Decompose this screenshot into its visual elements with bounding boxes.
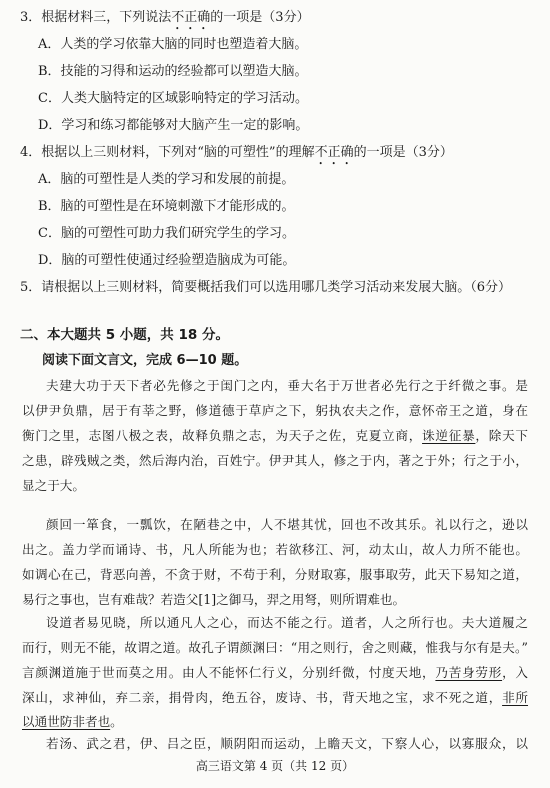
question-4-stem-tail: 的一项是（3分） (353, 145, 453, 160)
passage-p2-line-1: 颜回一箪食，一瓢饮，在陋巷之中，人不堪其忧，回也不改其乐。礼以行之，逊以 (46, 517, 528, 532)
question-4-stem-text: 4．根据以上三则材料，下列对“脑的可塑性”的理解 (20, 145, 315, 160)
passage-p3-line-4 (22, 689, 528, 707)
passage-p3-line-1: 设道者易见晓，所以通凡人之心，而达不能之行。道者，人之所行也。夫大道履之 (46, 615, 528, 630)
question-4-option-b: B．脑的可塑性是在环境刺激下才能形成的。 (38, 199, 295, 214)
question-3-stem (20, 9, 310, 33)
passage-p3-line-3 (22, 664, 528, 682)
passage-p3-line-2: 而行，则无不能，故谓之道。故孔子谓颜渊曰：“用之则行，舍之则藏，惟我与尔有是夫。” (22, 640, 528, 655)
underlined-phrase-3-start: 非所 (502, 690, 529, 705)
page-footer: 高三语文第 4 页（共 12 页） (195, 759, 355, 773)
passage-p3-line-3-a: 言颜渊道施于世而莫之用。由人不能怀仁行义，分别纤微，忖度天地， (22, 665, 436, 680)
underlined-phrase-3-end: 以通世防非者也 (22, 714, 111, 729)
section-2-instruction: 阅读下面文言文，完成 6—10 题。 (42, 353, 248, 368)
passage-p1-line-5: 显之于大。 (22, 478, 85, 493)
question-4-option-a: A．脑的可塑性是人类的学习和发展的前提。 (38, 172, 295, 187)
question-4-emphasis: 不正确 (314, 145, 354, 160)
passage-p4-line-1: 若汤、武之君，伊、吕之臣，顺阴阳而运动，上瞻天文，下察人心，以寡服众，以 (46, 736, 528, 751)
passage-p1-line-3-b: ，除天下 (475, 428, 529, 443)
section-2-heading: 二、本大题共 5 小题，共 18 分。 (20, 327, 229, 343)
passage-p1-line-3-a: 衡门之里，志图八极之表，故释负鼎之志，为天子之佐，克夏立商， (22, 428, 423, 443)
passage-p1-line-1: 夫建大功于天下者必先修之于闺门之内，垂大名于万世者必先行之于纤微之事。是 (46, 378, 528, 393)
passage-p2-line-2: 出之。盖力学而诵诗、书，凡人所能为也；若欲移江、河，动太山，故人力所不能也。 (22, 542, 528, 557)
question-3-option-a: A．人类的学习依靠大脑的同时也塑造着大脑。 (38, 37, 308, 52)
question-3-emphasis: 不正确 (171, 10, 211, 25)
question-3-option-d: D．学习和练习都能够对大脑产生一定的影响。 (38, 118, 309, 133)
question-4-option-c: C．脑的可塑性可助力我们研究学生的学习。 (38, 226, 295, 241)
question-3-option-b: B．技能的习得和运动的经验都可以塑造大脑。 (38, 64, 308, 79)
question-4-option-d: D．脑的可塑性使通过经验塑造脑成为可能。 (38, 253, 296, 268)
underlined-phrase-2: 乃苦身劳形 (435, 665, 503, 680)
question-3-option-c: C．人类大脑特定的区域影响特定的学习活动。 (38, 91, 308, 106)
question-4-stem (20, 144, 453, 168)
passage-p2-line-4: 易行之事也，岂有难哉？若造父[1]之御马，羿之用弩，则所谓难也。 (22, 592, 406, 607)
passage-p1-line-4: 之患，辟残贼之类，然后海内治，百姓宁。伊尹其人，修之于内，著之于外；行之于小， (22, 453, 528, 468)
passage-p1-line-2: 以伊尹负鼎，居于有莘之野，修道德于草庐之下，躬执农夫之作，意怀帝王之道，身在 (22, 403, 528, 418)
passage-p3-line-5-b: 。 (110, 714, 123, 729)
passage-p3-line-5 (22, 713, 528, 731)
underlined-phrase-1: 诛逆征暴 (422, 428, 476, 443)
question-3-stem-tail: 的一项是（3分） (210, 10, 310, 25)
question-3-stem-text: 3．根据材料三，下列说法 (20, 10, 172, 25)
passage-p2-line-3: 如调心在己，背恶向善，不贪于财，不苟于利，分财取寡，服事取劳，此天下易知之道， (22, 567, 528, 582)
passage-p1-line-3 (22, 427, 528, 445)
passage-p3-line-3-b: ，入 (502, 665, 529, 680)
question-5-stem: 5．请根据以上三则材料，简要概括我们可以选用哪几类学习活动来发展大脑。（6分） (20, 280, 512, 295)
passage-p3-line-4-a: 深山，求神仙，弃二亲，捐骨肉，绝五谷，废诗、书，背天地之宝，求不死之道， (22, 690, 503, 705)
